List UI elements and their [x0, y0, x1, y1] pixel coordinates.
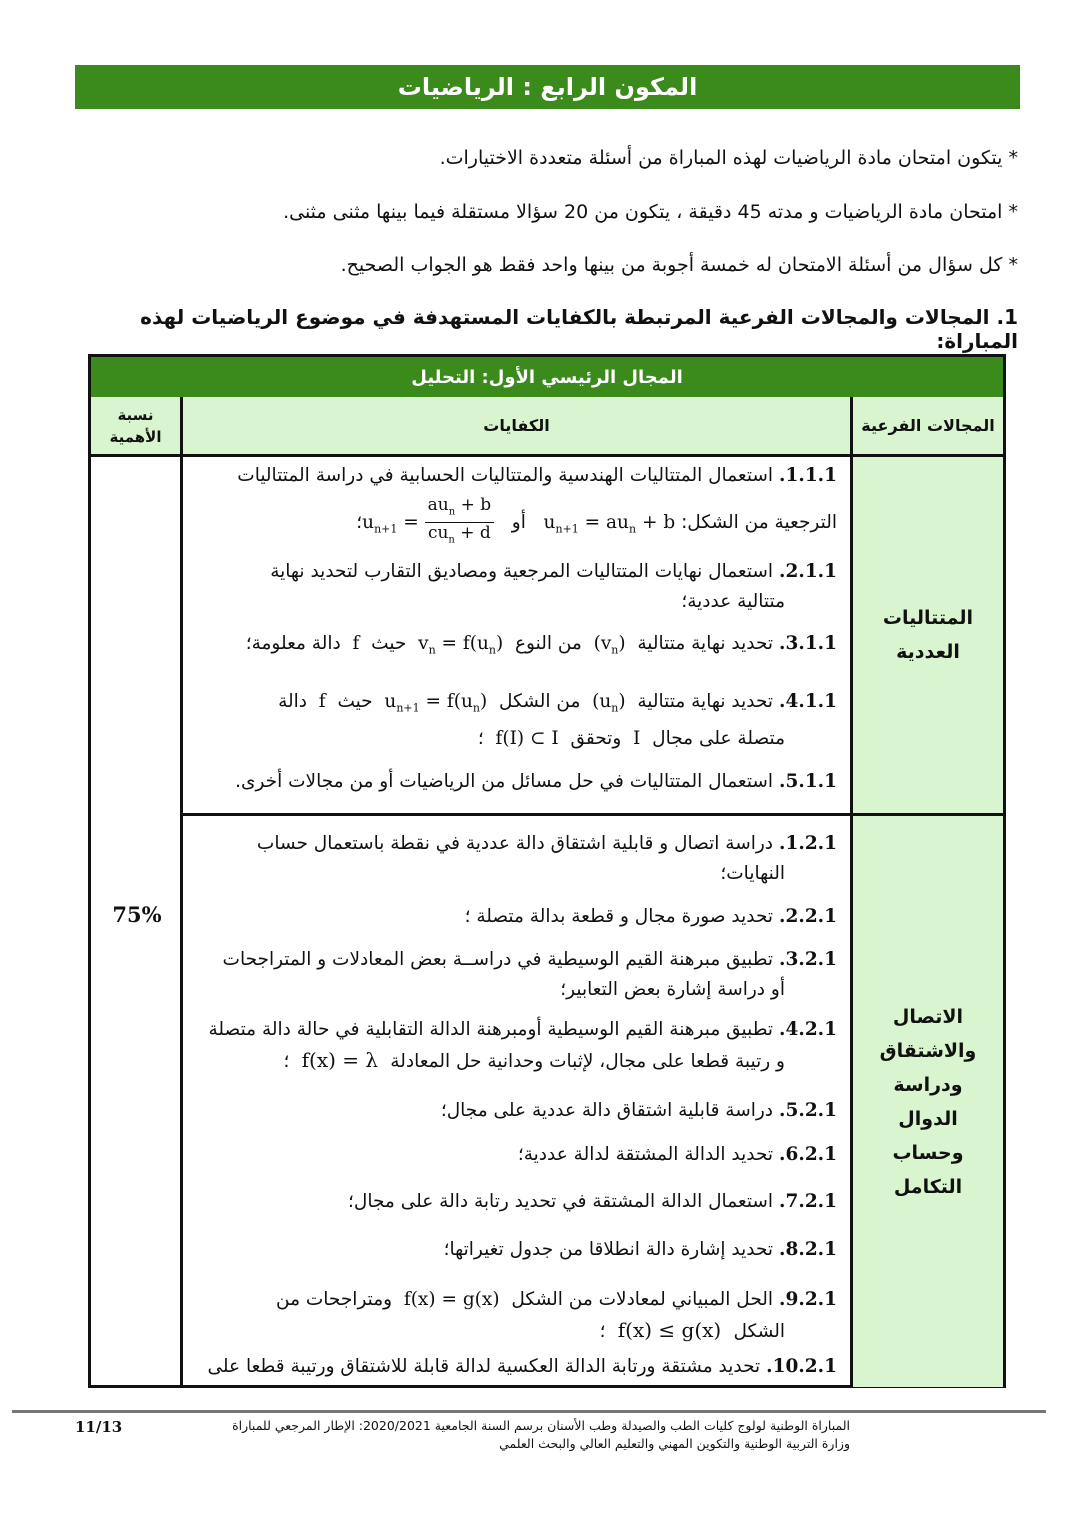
competency-item: 6.2.1.تحديد الدالة المشتقة لدالة عددية؛ — [517, 1144, 837, 1165]
competency-item: 2.1.1.استعمال نهايات المتتاليات المرجعية ومصاديق التقارب لتحديد نهاية متتالية عددية؛ — [270, 561, 837, 612]
competency-item: 10.2.1.تحديد مشتقة ورتابة الدالة العكسية لدالة قابلة للاشتقاق ورتيبة قطعا على — [207, 1356, 837, 1377]
competency-item: 9.2.1.الحل المبياني لمعادلات من الشكل f(x) = g(x) ومتراجحات من الشكل f(x) ≤ g(x) ؛ — [276, 1289, 837, 1342]
subdomain-sequences: المتتاليات العددية — [853, 457, 1003, 813]
banner-title: المكون الرابع : الرياضيات — [397, 73, 698, 101]
competency-item: 8.2.1.تحديد إشارة دالة انطلاقا من جدول تغيراتها؛ — [443, 1239, 837, 1260]
divider — [180, 397, 183, 1387]
main-domain-header — [91, 357, 1003, 399]
header-competencies: الكفايات — [183, 397, 850, 457]
section-banner — [75, 65, 1020, 109]
footer-line-2: وزارة التربية الوطنية والتكوين المهني والتعليم العالي والبحث العلمي — [499, 1436, 850, 1451]
competency-item: 7.2.1.استعمال الدالة المشتقة في تحديد رتابة دالة على مجال؛ — [348, 1191, 837, 1212]
intro-line-2: * امتحان مادة الرياضيات و مدته 45 دقيقة ، يتكون من 20 سؤالا مستقلة فيما بينها مثنى مثنى. — [283, 201, 1018, 223]
intro-line-3: * كل سؤال من أسئلة الامتحان له خمسة أجوبة من بينها واحد فقط هو الجواب الصحيح. — [340, 254, 1018, 276]
competency-item: 3.1.1.تحديد نهاية متتالية $(v_n)$ من النوع $v_n = f(u_n)$ حيث f دالة معلومة؛ — [245, 633, 837, 657]
competency-item: 2.2.1.تحديد صورة مجال و قطعة بدالة متصلة ؛ — [464, 906, 837, 927]
header-subdomains: المجالات الفرعية — [853, 397, 1003, 457]
footer-divider — [12, 1410, 1046, 1413]
competency-item: 4.2.1.تطبيق مبرهنة القيم الوسيطية أومبرهنة الدالة التقابلية في حالة دالة متصلة و رتيبة قطعا على مجال، لإثبات وحدانية حل المعادلة f(x) = λ ؛ — [208, 1019, 837, 1072]
footer-line-1: المباراة الوطنية لولوج كليات الطب والصيدلة وطب الأسنان برسم السنة الجامعية 2020/2021: الإطار المرجعي للمباراة — [232, 1418, 850, 1433]
competency-table — [88, 354, 1006, 1388]
section-heading: 1. المجالات والمجالات الفرعية المرتبطة بالكفايات المستهدفة في موضوع الرياضيات لهذه المباراة: — [140, 305, 1018, 353]
competency-item: 1.1.1.استعمال المتتاليات الهندسية والمتتاليات الحسابية في دراسة المتتاليات الترجعية من الشكل: $u_{n+1} = au_n + b$ أو $u_{n+1}$ = $\frac{au_n + b}{cu_n + d}$ ؛ — [237, 465, 837, 546]
competency-item: 4.1.1.تحديد نهاية متتالية $(u_n)$ من الشكل $u_{n+1} = f(u_n)$ حيث f دالة متصلة على مجال I وتحقق f(I) ⊂ I ؛ — [278, 691, 837, 749]
weight-value: 75% — [112, 902, 162, 927]
header-weight: نسبة الأهمية — [91, 397, 180, 457]
competency-item: 5.1.1.استعمال المتتاليات في حل مسائل من الرياضيات أو من مجالات أخرى. — [235, 771, 837, 792]
competency-item: 5.2.1.دراسة قابلية اشتقاق دالة عددية على مجال؛ — [440, 1100, 837, 1121]
competency-item: 1.2.1.دراسة اتصال و قابلية اشتقاق دالة عددية في نقطة باستعمال حساب النهايات؛ — [256, 833, 837, 884]
intro-line-1: * يتكون امتحان مادة الرياضيات لهذه المباراة من أسئلة متعددة الاختيارات. — [439, 147, 1018, 169]
page-number: 11/13 — [75, 1418, 123, 1436]
competency-item: 3.2.1.تطبيق مبرهنة القيم الوسيطية في دراســة بعض المعادلات و المتراجحات أو دراسة إشارة بعض التعابير؛ — [222, 949, 837, 1000]
main-domain-title: المجال الرئيسي الأول: التحليل — [411, 366, 683, 388]
subdomain-continuity: الاتصال والاشتقاق ودراسة الدوال وحساب التكامل — [853, 816, 1003, 1387]
